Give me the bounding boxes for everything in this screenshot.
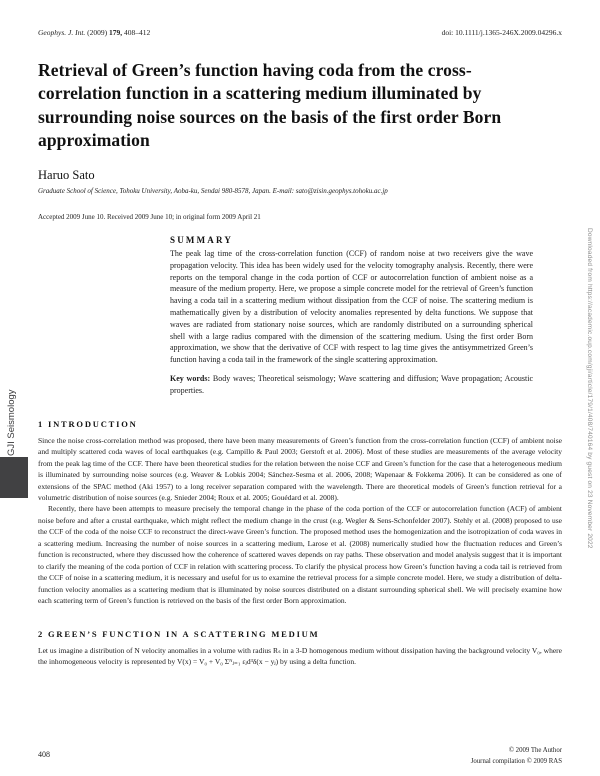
page-number: 408 xyxy=(38,750,50,759)
download-watermark: Downloaded from https://academic.oup.com/gji/article/179/1/408/740164 by guest on 23 November 2022 xyxy=(586,228,593,549)
journal-pages: 408–412 xyxy=(124,28,151,37)
dates-line: Accepted 2009 June 10. Received 2009 June 10; in original form 2009 April 21 xyxy=(38,213,261,222)
keywords-label: Key words: xyxy=(170,374,211,384)
section-heading-introduction: 1 INTRODUCTION xyxy=(38,418,138,429)
journal-name: Geophys. J. Int. xyxy=(38,28,86,37)
section2-paragraph: Let us imagine a distribution of N velocity anomalies in a volume with radius Rₛ in a 3-D homogenous medium without dissipation having the background velocity V₀, where the inhomogeneous velocity is represented by V(x) = V₀ + V₀ Σᴺⱼ₌₁ εⱼd³δ(x − yⱼ) by using a delta function. xyxy=(38,645,562,667)
author-affiliation: Graduate School of Science, Tohoku University, Aoba-ku, Sendai 980-8578, Japan. E-mail: sato@zisin.geophys.tohoku.ac.jp xyxy=(38,187,388,196)
paper-page xyxy=(38,28,562,668)
intro-paragraph-2: Recently, there have been attempts to measure precisely the temporal change in the phase of the coda portion of the CCF or autocorrelation function (ACF) of ambient noise before and after a crustal earthquake, which might reflect the medium change in the crust (e.g. Wegler & Sens-Schonfelder 2007). Stehly et al. (2008) proposed to use the CCF of the coda of the noise CCF to reconstruct the direct-wave Green’s function. The proposed method uses the homogenization and the isotropization of coda waves in a scattering medium. Increasing the number of noise sources in a scattering medium, Larose et al. (2008) numerically studied how the fluctuation reduces and Green’s function is reconstructed, where they discussed how the coherence of scattered waves depends on ray paths. These observation and model analysis suggest that it is important to clarify the meaning of the coda portion of CCF in relation with scattering process. To clarify the physical process how Green’s function having a coda tail is retrieved from the CCF of noise in a scattering medium, it is necessary and useful for us to examine the retrieval process for a simple concrete model. Here, we study a distribution of delta-function velocity anomalies as a scattering medium that is illuminated by noise sources distributed on a distant surrounding spherical shell. We will precisely examine how each scattering term of Green’s function is retrieved on the basis of the first order Born approximation. xyxy=(38,504,562,606)
summary-block xyxy=(170,235,533,397)
gji-section-label: GJI Seismology xyxy=(6,389,17,456)
summary-body: The peak lag time of the cross-correlation function (CCF) of random noise at two receivers give the wave propagation velocity. This idea has been widely used for the velocity tomography analysis. Recently, there were reports on the temporal change in the coda portion of CCF or autocorrelation function of ambient noise as a measure of the medium property. Here, we propose a simple concrete model for the retrieval of Green’s function having a coda tail in a scattering medium without dissipation from the CCF of noise. The scattering medium is mathematically given by a distribution of velocity anomalies represented by delta functions. We suppose that waves are radiated from stationary noise sources, which are randomly distributed on a surrounding spherical shell with a large radius compared with the dimension of the scattering medium. Using the first order Born approximation, we show that the derivative of CCF with respect to lag time gives the antisymmetrized Green’s function having a coda tail in the framework of the single scattering approximation. xyxy=(170,249,533,365)
journal-reference xyxy=(38,28,150,37)
copyright-line-2: Journal compilation © 2009 RAS xyxy=(470,757,562,765)
keywords-list: Body waves; Theoretical seismology; Wave scattering and diffusion; Wave propagation; Acoustic properties. xyxy=(170,374,534,395)
doi-text: doi: 10.1111/j.1365-246X.2009.04296.x xyxy=(441,28,562,37)
journal-year: (2009) xyxy=(87,28,108,37)
journal-volume: 179, xyxy=(109,28,123,37)
page-header xyxy=(38,28,562,37)
copyright-block xyxy=(471,746,562,768)
keywords-paragraph xyxy=(170,373,533,397)
intro-paragraph-1: Since the noise cross-correlation method was proposed, there have been many measurements of Green’s function from the cross-correlation function (CCF) of ambient noise and multiply scattered coda waves of local earthquakes (e.g. Campillo & Paul 2003; Gerstoft et al. 2006). Most of these studies are measurements of the average velocity from the peak lag time of the CCF. There have been theoretical studies for the relation between the noise CCF and Green’s function for the case that a heterogeneous medium is illuminated by surrounding noise sources (e.g. Weaver & Lobkis 2004; Sánchez-Sesma et al. 2006, 2008; Wapenaar & Fokkema 2006). It can be considered as one of extensions of the SPAC method (Aki 1957) to a long receiver separation compared with the wavelength. There are theoretical models of Green’s function retrieval for a volumetric distribution of noise sources (e.g. Snieder 2004; Roux et al. 2005; Gouédard et al. 2008). xyxy=(38,435,562,502)
summary-heading: SUMMARY xyxy=(170,235,234,246)
gji-sidebar-box xyxy=(0,457,28,498)
copyright-line-1: © 2009 The Author xyxy=(508,747,562,754)
section-heading-greens-function: 2 GREEN’S FUNCTION IN A SCATTERING MEDIUM xyxy=(38,628,320,639)
paper-title: Retrieval of Green’s function having coda from the cross-correlation function in a scattering medium illuminated by surrounding noise sources on the basis of the first order Born approximation xyxy=(38,60,502,150)
author-name: Haruo Sato xyxy=(38,168,95,183)
